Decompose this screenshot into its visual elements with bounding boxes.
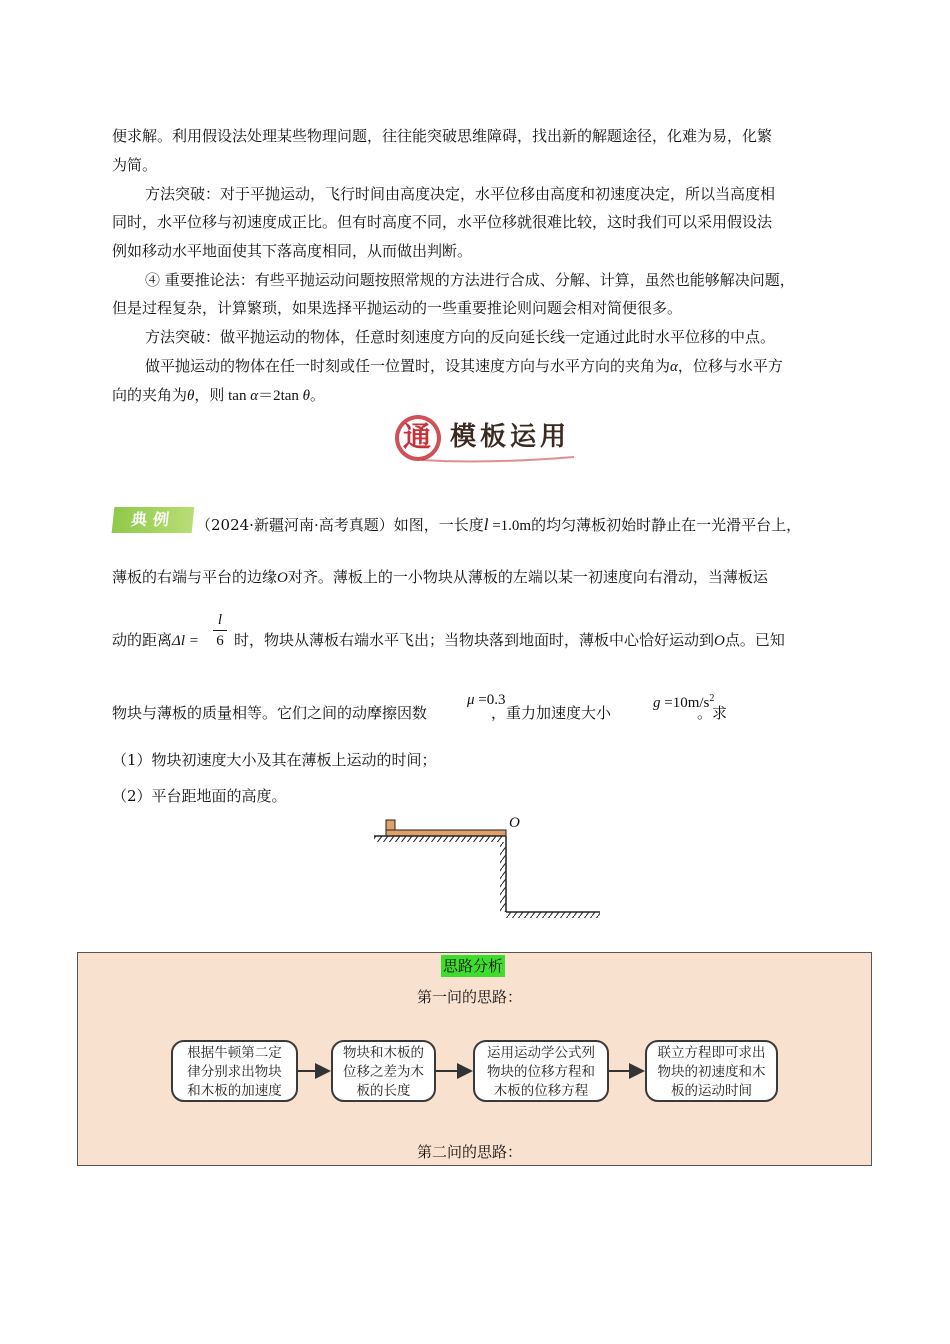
analysis-heading: 思路分析 <box>443 957 504 975</box>
text: 物块与薄板的质量相等。它们之间的动摩擦因数 <box>112 704 428 722</box>
text: ＝2tan <box>258 388 303 404</box>
banner-title: 模板运用 <box>450 422 571 452</box>
text: ，位移与水平方 <box>677 357 783 375</box>
alpha-symbol: α <box>250 388 259 404</box>
part2-heading: 第二问的思路： <box>417 1143 523 1161</box>
theta-symbol: θ <box>187 388 195 404</box>
sub-question: （1）物块初速度大小及其在薄板上运动的时间； <box>112 751 437 769</box>
text-line: 为简。 <box>112 156 158 174</box>
alpha-symbol: α <box>670 359 678 375</box>
text: 薄板的右端与平台的边缘 <box>112 568 278 586</box>
mu-value: =0.3 <box>474 692 506 708</box>
value: =1.0m <box>488 518 532 534</box>
text: ，重力加速度大小 <box>491 704 612 722</box>
part1-heading: 第一问的思路： <box>417 988 523 1006</box>
step-line: 物块和木板的 <box>343 1045 424 1061</box>
text: 点。已知 <box>724 631 785 649</box>
sub-question: （2）平台距地面的高度。 <box>112 787 287 805</box>
theta-symbol: θ <box>302 388 311 404</box>
text: 时，物块从薄板右端水平飞出；当物块落到地面时，薄板中心恰好运动到 <box>234 631 715 649</box>
delta-l: Δl = <box>172 633 199 649</box>
text: 的均匀薄板初始时静止在一光滑平台上， <box>531 516 802 534</box>
mu-symbol: μ <box>467 692 475 708</box>
figure-label-o: O <box>509 815 520 831</box>
text-line: 例如移动水平地面使其下落高度相同，从而做出判断。 <box>112 242 473 260</box>
text-line: 同时，水平位移与初速度成正比。但有时高度不同，水平位移就很难比较，这时我们可以采用假设法 <box>112 213 773 231</box>
step-line: 运用运动学公式列 <box>487 1045 595 1061</box>
step-line: 和木板的加速度 <box>187 1083 282 1099</box>
example-tag: 典例 <box>112 507 195 533</box>
step-line: 板的运动时间 <box>671 1083 752 1099</box>
fraction-denominator: 6 <box>216 633 224 649</box>
text: 。求 <box>697 704 728 722</box>
g-value: =10m/s <box>660 695 710 711</box>
text-line: 但是过程复杂，计算繁琐，如果选择平抛运动的一些重要推论则问题会相对简便很多。 <box>112 299 683 317</box>
step-line: 木板的位移方程 <box>493 1083 589 1099</box>
step-line: 物块的位移方程和 <box>487 1064 595 1080</box>
step-line: 联立方程即可求出 <box>657 1045 766 1061</box>
fraction-numerator: l <box>217 612 223 628</box>
step-line: 位移之差为木 <box>343 1064 424 1080</box>
g-symbol: g <box>653 695 661 711</box>
text-line: 方法突破：做平抛运动的物体，任意时刻速度方向的反向延长线一定通过此时水平位移的中点。 <box>145 328 776 346</box>
step-line: 物块的初速度和木 <box>657 1064 766 1080</box>
text: 向的夹角为 <box>112 386 188 404</box>
text-line: ④ 重要推论法：有些平抛运动问题按照常规的方法进行合成、分解、计算，虽然也能够解决问题， <box>145 271 795 289</box>
point-o: O <box>714 633 725 649</box>
text: 做平抛运动的物体在任一时刻或任一位置时，设其速度方向与水平方向的夹角为 <box>145 357 671 375</box>
text: ，则 tan <box>194 388 251 404</box>
banner-icon-char: 通 <box>403 420 432 453</box>
text-line: 便求解。利用假设法处理某些物理问题，往往能突破思维障碍，找出新的解题途径，化难为易，化繁 <box>112 127 773 145</box>
step-line: 律分别求出物块 <box>187 1064 282 1080</box>
point-o: O <box>277 570 288 586</box>
superscript: 2 <box>709 693 715 704</box>
text: 对齐。薄板上的一小物块从薄板的左端以某一初速度向右滑动，当薄板运 <box>287 568 768 586</box>
text-line: 方法突破：对于平抛运动，飞行时间由高度决定，水平位移由高度和初速度决定，所以当高度相 <box>145 185 776 203</box>
step-line: 板的长度 <box>356 1083 411 1099</box>
text: （2024·新疆河南·高考真题）如图，一长度 <box>196 516 484 534</box>
text: 动的距离 <box>112 631 173 649</box>
step-line: 根据牛顿第二定 <box>187 1045 282 1061</box>
var-l: l <box>483 515 489 534</box>
text: 。 <box>310 386 326 404</box>
